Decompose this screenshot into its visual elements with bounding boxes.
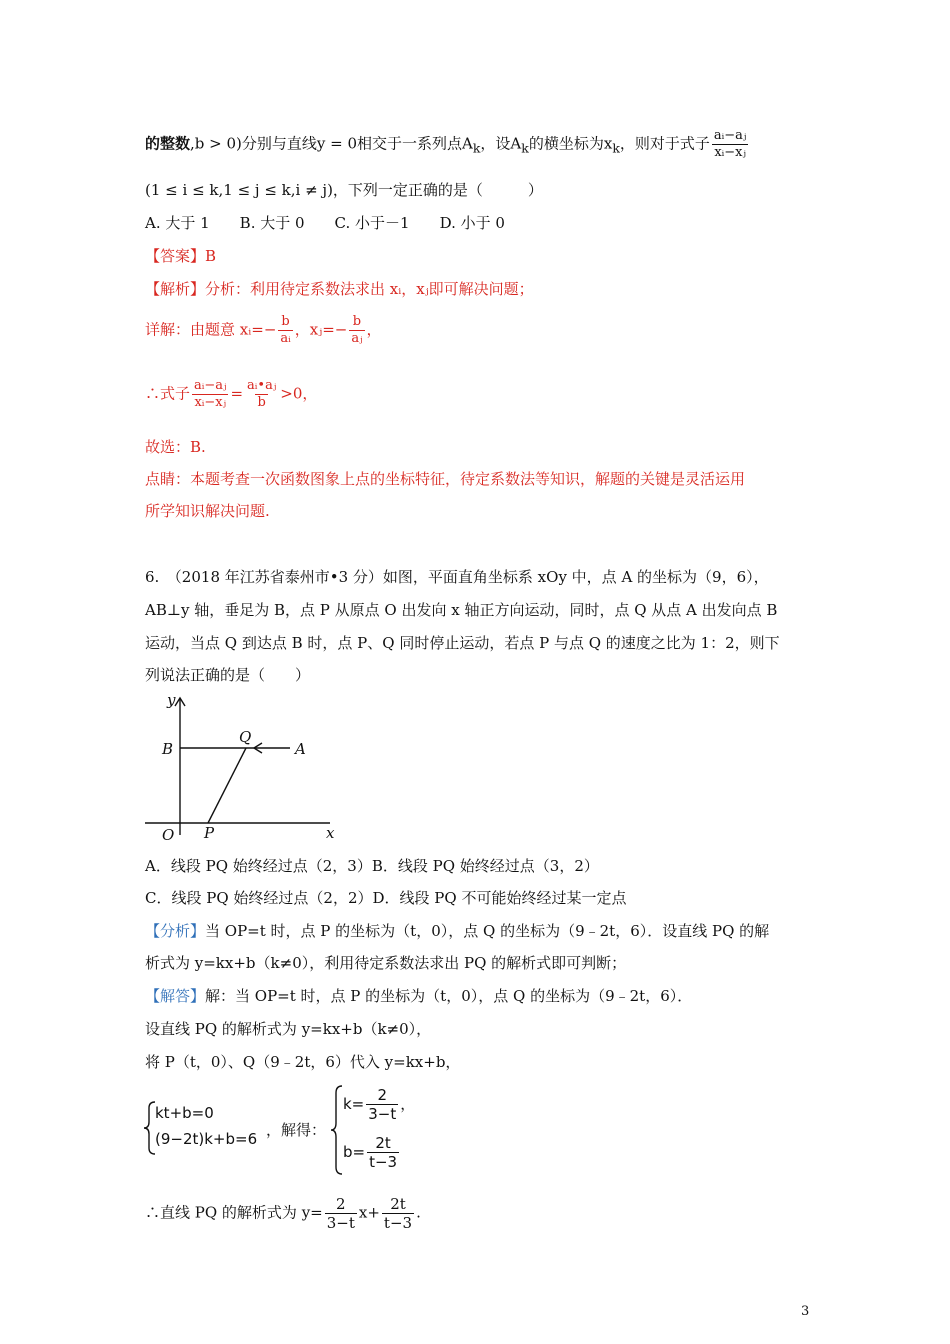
q5-answer [145, 246, 216, 266]
frac-numerator: b [281, 314, 290, 329]
q5-text: ,b > 0)分别与直线y = 0相交于一系列点A [190, 134, 473, 153]
fenxi-text: 当 OP=t 时，点 P 的坐标为（t，0），点 Q 的坐标为（9﹣2t，6）．设直线 PQ 的解 [205, 922, 770, 940]
q5-text: 的横坐标为x [528, 134, 613, 153]
q5-text: ，设A [480, 134, 522, 153]
frac-denominator: 3−t [368, 1105, 397, 1123]
q6-jieda-1 [145, 986, 692, 1006]
answer-value: B [205, 247, 217, 265]
q5-fraction [712, 128, 748, 161]
page-number: 3 [801, 1304, 810, 1319]
q5-choose: 故选：B. [145, 438, 206, 456]
frac-denominator: t−3 [383, 1214, 413, 1232]
therefore-text: >0， [280, 384, 318, 403]
frac-denominator: xᵢ−xⱼ [194, 395, 227, 410]
detail-text: ， [366, 320, 382, 339]
q5-sub: k [612, 140, 620, 156]
q5-options: A. 大于 1 B. 大于 0 C. 小于－1 D. 小于 0 [145, 214, 505, 232]
fenxi-tag: 【分析】 [145, 922, 206, 940]
q6-options-cd: C．线段 PQ 始终经过点（2，2）D．线段 PQ 不可能始终经过某一定点 [145, 889, 627, 907]
q5-detail [145, 314, 382, 347]
label-a: A [295, 740, 306, 758]
q6-figure [140, 690, 340, 845]
frac-numerator: aᵢ•aⱼ [247, 378, 277, 393]
frac-numerator: aᵢ−aⱼ [194, 378, 227, 393]
therefore-text: ∴式子 [145, 384, 191, 403]
q5-line-1 [145, 128, 750, 161]
analysis-tag: 【解析】 [145, 280, 206, 298]
system-eq-1: kt+b=0 [155, 1104, 214, 1122]
frac-numerator: aᵢ−aⱼ [713, 128, 747, 143]
frac-numerator: 2 [336, 1195, 346, 1213]
q5-line-2: (1 ≤ i ≤ k,1 ≤ j ≤ k,i ≠ j)，下列一定正确的是（ ） [145, 181, 543, 199]
solution-k-tail: ， [400, 1095, 416, 1113]
q5-comment-2: 所学知识解决问题. [145, 502, 270, 520]
label-q: Q [239, 728, 252, 746]
detail-fraction [349, 314, 364, 347]
answer-tag: 【答案】 [145, 247, 206, 265]
therefore-eq: = [230, 384, 244, 403]
label-p: P [204, 824, 215, 842]
frac-denominator: aᵢ [280, 331, 291, 346]
analysis-text: 分析：利用待定系数法求出 xᵢ，xⱼ即可解决问题； [205, 280, 534, 298]
frac-numerator: b [352, 314, 362, 329]
q5-text: 的整数 [145, 134, 191, 153]
solution-brace [330, 1084, 344, 1176]
q6-line-4: 列说法正确的是（ ） [145, 666, 311, 684]
detail-fraction [278, 314, 292, 347]
frac-denominator: t−3 [369, 1153, 398, 1171]
frac-denominator: b [257, 395, 266, 410]
q6-fenxi-2: 析式为 y=kx+b（k≠0），利用待定系数法求出 PQ 的解析式即可判断； [145, 954, 627, 972]
q6-line-2: AB⊥y 轴，垂足为 B，点 P 从原点 O 出发向 x 轴正方向运动，同时，点 Q 从点 A 出发向点 B [145, 601, 778, 619]
q5-therefore [145, 378, 317, 411]
q6-jieda-3: 将 P（t，0）、Q（9﹣2t，6）代入 y=kx+b， [145, 1053, 461, 1071]
solution-k-fraction [366, 1086, 398, 1123]
solution-b-fraction [367, 1134, 399, 1171]
final-text: . [416, 1203, 421, 1222]
final-fraction [325, 1195, 357, 1232]
label-b: B [162, 740, 174, 758]
q6-options-ab: A．线段 PQ 始终经过点（2，3）B．线段 PQ 始终经过点（3，2） [145, 857, 599, 875]
q5-sub: k [472, 140, 481, 156]
q5-analysis [145, 279, 534, 299]
therefore-fraction [245, 378, 278, 411]
label-y: y [167, 691, 176, 709]
segment-pq [208, 748, 246, 823]
final-fraction [382, 1195, 414, 1232]
q6-jieda-2: 设直线 PQ 的解析式为 y=kx+b（k≠0）， [145, 1020, 432, 1038]
solution-b-lhs: b= [343, 1143, 366, 1161]
q5-text: ，则对于式子 [619, 134, 710, 153]
frac-numerator: 2 [377, 1086, 388, 1104]
q6-fenxi-1 [145, 921, 769, 941]
frac-denominator: aⱼ [351, 331, 363, 346]
system-eq-2: (9−2t)k+b=6 [155, 1130, 258, 1148]
label-x: x [326, 824, 335, 842]
solution-k [343, 1086, 415, 1123]
solution-b [343, 1134, 401, 1171]
frac-denominator: xᵢ−xⱼ [714, 145, 746, 160]
frac-denominator: 3−t [326, 1214, 355, 1232]
therefore-fraction [192, 378, 228, 411]
frac-numerator: 2t [375, 1134, 391, 1152]
system-solve-label: ，解得： [266, 1121, 327, 1139]
detail-text: ，xⱼ=− [294, 320, 348, 339]
detail-text: 详解：由题意 xᵢ=− [145, 320, 277, 339]
q6-line-3: 运动，当点 Q 到达点 B 时，点 P、Q 同时停止运动，若点 P 与点 Q 的速度之比为 1：2，则下 [145, 634, 780, 652]
label-o: O [162, 826, 175, 844]
solution-k-lhs: k= [343, 1095, 365, 1113]
q5-comment-1: 点睛：本题考查一次函数图象上点的坐标特征，待定系数法等知识，解题的关键是灵活运用 [145, 470, 746, 488]
q6-line-1: 6. （2018 年江苏省泰州市•3 分）如图，平面直角坐标系 xOy 中，点 A 的坐标为（9，6）， [145, 568, 769, 586]
q5-sub: k [521, 140, 529, 156]
q6-final [145, 1195, 421, 1232]
final-text: x+ [358, 1203, 380, 1222]
jieda-text: 解：当 OP=t 时，点 P 的坐标为（t，0），点 Q 的坐标为（9﹣2t，6）． [205, 987, 693, 1005]
jieda-tag: 【解答】 [145, 987, 206, 1005]
frac-numerator: 2t [390, 1195, 406, 1213]
final-text: ∴直线 PQ 的解析式为 y= [145, 1203, 323, 1222]
